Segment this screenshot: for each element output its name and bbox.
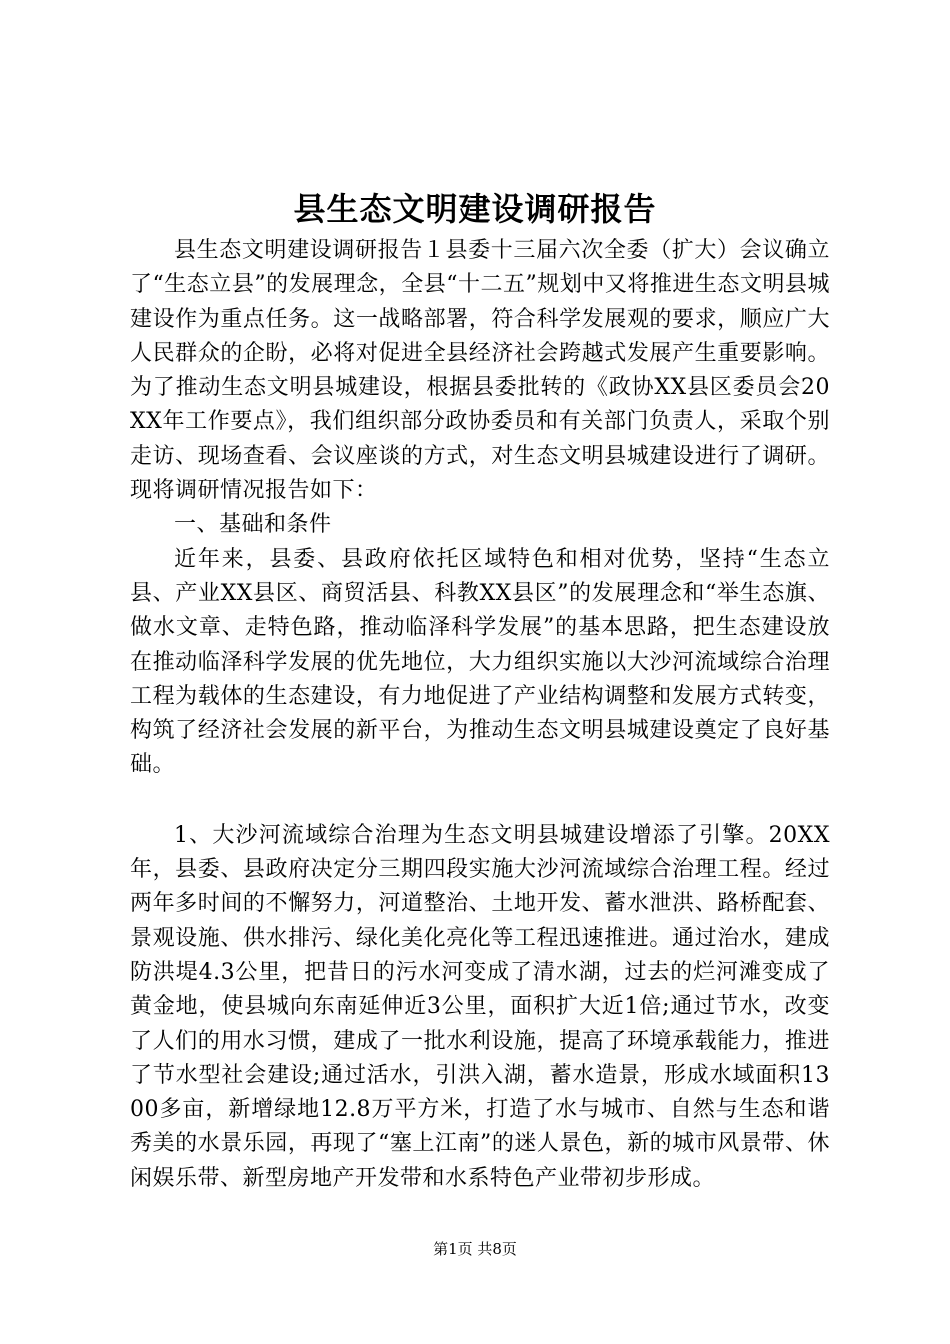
item-1-paragraph: 1、大沙河流域综合治理为生态文明县城建设增添了引擎。20XX年，县委、县政府决定分三期四段实施大沙河流域综合治理工程。经过两年多时间的不懈努力，河道整治、土地开发、蓄水泄洪、路桥配套、景观设施、供水排污、绿化美化亮化等工程迅速推进。通过治水，建成防洪堤4.3公里，把昔日的污水河变成了清水湖，过去的烂河滩变成了黄金地，使县城向东南延伸近3公里，面积扩大近1倍;通过节水，改变了人们的用水习惯，建成了一批水利设施，提高了环境承载能力，推进了节水型社会建设;通过活水，引洪入湖，蓄水造景，形成水域面积1300多亩，新增绿地12.8万平方米，打造了水与城市、自然与生态和谐秀美的水景乐园，再现了“塞上江南”的迷人景色，新的城市风景带、休闲娱乐带、新型房地产开发带和水系特色产业带初步形成。 (130, 822, 830, 1191)
document-title: 县生态文明建设调研报告 (293, 190, 657, 228)
section-heading: 一、基础和条件 (174, 512, 332, 538)
background-paragraph: 近年来，县委、县政府依托区域特色和相对优势，坚持“生态立县、产业XX县区、商贸活县、科教XX县区”的发展理念和“举生态旗、做水文章、走特色路，推动临泽科学发展”的基本思路，把生态建设放在推动临泽科学发展的优先地位，大力组织实施以大沙河流域综合治理工程为载体的生态建设，有力地促进了产业结构调整和发展方式转变，构筑了经济社会发展的新平台，为推动生态文明县城建设奠定了良好基础。 (130, 546, 830, 778)
intro-paragraph: 县生态文明建设调研报告１县委十三届六次全委（扩大）会议确立了“生态立县”的发展理念，全县“十二五”规划中又将推进生态文明县城建设作为重点任务。这一战略部署，符合科学发展观的要求，顺应广大人民群众的企盼，必将对促进全县经济社会跨越式发展产生重要影响。为了推动生态文明县城建设，根据县委批转的《政协XX县区委员会20XX年工作要点》，我们组织部分政协委员和有关部门负责人，采取个别走访、现场查看、会议座谈的方式，对生态文明县城建设进行了调研。现将调研情况报告如下： (130, 238, 830, 504)
page-number-footer: 第1页 共8页 (433, 1240, 517, 1258)
document-body (130, 234, 830, 1196)
paragraph-spacer (130, 783, 830, 819)
